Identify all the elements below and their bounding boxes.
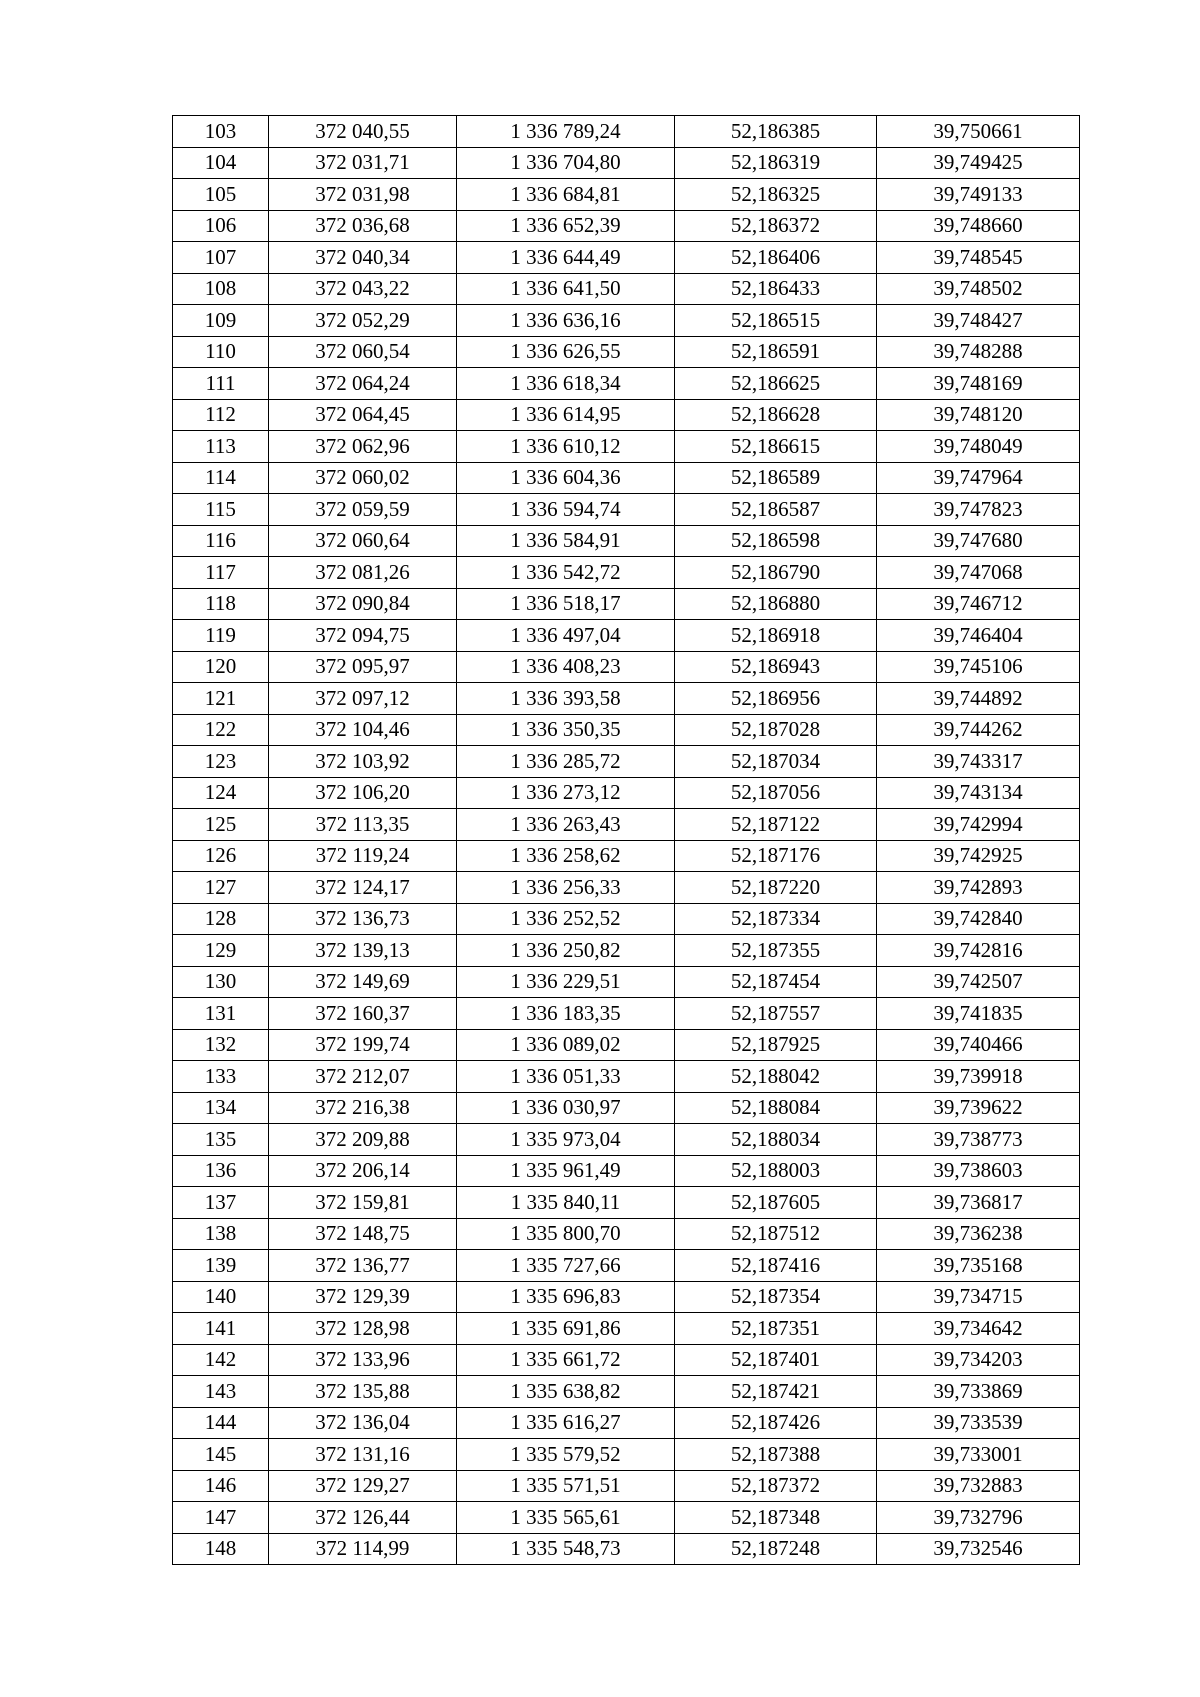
x-coordinate-cell: 372 128,98	[269, 1313, 457, 1345]
latitude-cell: 52,188003	[675, 1155, 877, 1187]
longitude-cell: 39,733001	[877, 1439, 1080, 1471]
x-coordinate-cell: 372 212,07	[269, 1061, 457, 1093]
x-coordinate-cell: 372 136,04	[269, 1407, 457, 1439]
longitude-cell: 39,735168	[877, 1250, 1080, 1282]
latitude-cell: 52,187401	[675, 1344, 877, 1376]
point-number-cell: 134	[173, 1092, 269, 1124]
y-coordinate-cell: 1 336 285,72	[457, 746, 675, 778]
table-row	[173, 1313, 1080, 1345]
y-coordinate-cell: 1 336 789,24	[457, 116, 675, 148]
longitude-cell: 39,734715	[877, 1281, 1080, 1313]
latitude-cell: 52,187248	[675, 1533, 877, 1565]
x-coordinate-cell: 372 103,92	[269, 746, 457, 778]
y-coordinate-cell: 1 336 704,80	[457, 147, 675, 179]
table-row	[173, 431, 1080, 463]
point-number-cell: 105	[173, 179, 269, 211]
latitude-cell: 52,187034	[675, 746, 877, 778]
latitude-cell: 52,186587	[675, 494, 877, 526]
x-coordinate-cell: 372 036,68	[269, 210, 457, 242]
point-number-cell: 117	[173, 557, 269, 589]
x-coordinate-cell: 372 090,84	[269, 588, 457, 620]
table-row	[173, 935, 1080, 967]
table-row	[173, 1344, 1080, 1376]
point-number-cell: 112	[173, 399, 269, 431]
latitude-cell: 52,187512	[675, 1218, 877, 1250]
longitude-cell: 39,738603	[877, 1155, 1080, 1187]
point-number-cell: 136	[173, 1155, 269, 1187]
y-coordinate-cell: 1 336 256,33	[457, 872, 675, 904]
coordinates-table	[172, 115, 1080, 1565]
table-row	[173, 1155, 1080, 1187]
point-number-cell: 139	[173, 1250, 269, 1282]
table-row	[173, 966, 1080, 998]
table-row	[173, 1218, 1080, 1250]
y-coordinate-cell: 1 336 263,43	[457, 809, 675, 841]
point-number-cell: 147	[173, 1502, 269, 1534]
x-coordinate-cell: 372 043,22	[269, 273, 457, 305]
y-coordinate-cell: 1 335 973,04	[457, 1124, 675, 1156]
y-coordinate-cell: 1 335 579,52	[457, 1439, 675, 1471]
latitude-cell: 52,188042	[675, 1061, 877, 1093]
latitude-cell: 52,187421	[675, 1376, 877, 1408]
y-coordinate-cell: 1 336 644,49	[457, 242, 675, 274]
latitude-cell: 52,188084	[675, 1092, 877, 1124]
latitude-cell: 52,187605	[675, 1187, 877, 1219]
y-coordinate-cell: 1 335 616,27	[457, 1407, 675, 1439]
table-row	[173, 1376, 1080, 1408]
point-number-cell: 121	[173, 683, 269, 715]
x-coordinate-cell: 372 104,46	[269, 714, 457, 746]
latitude-cell: 52,187557	[675, 998, 877, 1030]
table-row	[173, 1533, 1080, 1565]
x-coordinate-cell: 372 126,44	[269, 1502, 457, 1534]
table-row	[173, 777, 1080, 809]
y-coordinate-cell: 1 335 800,70	[457, 1218, 675, 1250]
y-coordinate-cell: 1 336 229,51	[457, 966, 675, 998]
x-coordinate-cell: 372 124,17	[269, 872, 457, 904]
y-coordinate-cell: 1 335 548,73	[457, 1533, 675, 1565]
table-row	[173, 1502, 1080, 1534]
longitude-cell: 39,750661	[877, 116, 1080, 148]
x-coordinate-cell: 372 199,74	[269, 1029, 457, 1061]
point-number-cell: 131	[173, 998, 269, 1030]
longitude-cell: 39,736238	[877, 1218, 1080, 1250]
x-coordinate-cell: 372 060,54	[269, 336, 457, 368]
table-row	[173, 746, 1080, 778]
y-coordinate-cell: 1 335 696,83	[457, 1281, 675, 1313]
longitude-cell: 39,744892	[877, 683, 1080, 715]
longitude-cell: 39,747068	[877, 557, 1080, 589]
x-coordinate-cell: 372 129,27	[269, 1470, 457, 1502]
longitude-cell: 39,742840	[877, 903, 1080, 935]
point-number-cell: 103	[173, 116, 269, 148]
latitude-cell: 52,186880	[675, 588, 877, 620]
latitude-cell: 52,187334	[675, 903, 877, 935]
point-number-cell: 115	[173, 494, 269, 526]
point-number-cell: 119	[173, 620, 269, 652]
y-coordinate-cell: 1 335 727,66	[457, 1250, 675, 1282]
y-coordinate-cell: 1 336 350,35	[457, 714, 675, 746]
longitude-cell: 39,748169	[877, 368, 1080, 400]
y-coordinate-cell: 1 336 408,23	[457, 651, 675, 683]
x-coordinate-cell: 372 094,75	[269, 620, 457, 652]
longitude-cell: 39,747680	[877, 525, 1080, 557]
point-number-cell: 127	[173, 872, 269, 904]
table-row	[173, 210, 1080, 242]
table-row	[173, 1281, 1080, 1313]
y-coordinate-cell: 1 335 961,49	[457, 1155, 675, 1187]
table-row	[173, 242, 1080, 274]
point-number-cell: 118	[173, 588, 269, 620]
table-row	[173, 620, 1080, 652]
point-number-cell: 120	[173, 651, 269, 683]
longitude-cell: 39,748502	[877, 273, 1080, 305]
table-row	[173, 147, 1080, 179]
x-coordinate-cell: 372 135,88	[269, 1376, 457, 1408]
latitude-cell: 52,187388	[675, 1439, 877, 1471]
longitude-cell: 39,748660	[877, 210, 1080, 242]
table-row	[173, 1061, 1080, 1093]
table-row	[173, 305, 1080, 337]
point-number-cell: 108	[173, 273, 269, 305]
longitude-cell: 39,736817	[877, 1187, 1080, 1219]
longitude-cell: 39,741835	[877, 998, 1080, 1030]
table-row	[173, 179, 1080, 211]
x-coordinate-cell: 372 040,34	[269, 242, 457, 274]
coordinates-table-body	[173, 116, 1080, 1565]
point-number-cell: 106	[173, 210, 269, 242]
y-coordinate-cell: 1 336 273,12	[457, 777, 675, 809]
latitude-cell: 52,186589	[675, 462, 877, 494]
point-number-cell: 148	[173, 1533, 269, 1565]
latitude-cell: 52,188034	[675, 1124, 877, 1156]
longitude-cell: 39,748120	[877, 399, 1080, 431]
longitude-cell: 39,742816	[877, 935, 1080, 967]
latitude-cell: 52,187354	[675, 1281, 877, 1313]
x-coordinate-cell: 372 060,02	[269, 462, 457, 494]
x-coordinate-cell: 372 064,24	[269, 368, 457, 400]
y-coordinate-cell: 1 336 614,95	[457, 399, 675, 431]
latitude-cell: 52,187454	[675, 966, 877, 998]
point-number-cell: 104	[173, 147, 269, 179]
x-coordinate-cell: 372 060,64	[269, 525, 457, 557]
latitude-cell: 52,186372	[675, 210, 877, 242]
latitude-cell: 52,187348	[675, 1502, 877, 1534]
table-row	[173, 399, 1080, 431]
longitude-cell: 39,738773	[877, 1124, 1080, 1156]
x-coordinate-cell: 372 139,13	[269, 935, 457, 967]
latitude-cell: 52,186515	[675, 305, 877, 337]
table-row	[173, 1407, 1080, 1439]
latitude-cell: 52,186406	[675, 242, 877, 274]
table-row	[173, 1092, 1080, 1124]
table-row	[173, 872, 1080, 904]
table-row	[173, 714, 1080, 746]
latitude-cell: 52,186325	[675, 179, 877, 211]
point-number-cell: 133	[173, 1061, 269, 1093]
y-coordinate-cell: 1 335 691,86	[457, 1313, 675, 1345]
x-coordinate-cell: 372 159,81	[269, 1187, 457, 1219]
x-coordinate-cell: 372 113,35	[269, 809, 457, 841]
x-coordinate-cell: 372 149,69	[269, 966, 457, 998]
table-row	[173, 273, 1080, 305]
longitude-cell: 39,747823	[877, 494, 1080, 526]
latitude-cell: 52,187416	[675, 1250, 877, 1282]
x-coordinate-cell: 372 148,75	[269, 1218, 457, 1250]
point-number-cell: 138	[173, 1218, 269, 1250]
x-coordinate-cell: 372 040,55	[269, 116, 457, 148]
table-row	[173, 1439, 1080, 1471]
y-coordinate-cell: 1 335 565,61	[457, 1502, 675, 1534]
latitude-cell: 52,187056	[675, 777, 877, 809]
longitude-cell: 39,739918	[877, 1061, 1080, 1093]
point-number-cell: 125	[173, 809, 269, 841]
x-coordinate-cell: 372 160,37	[269, 998, 457, 1030]
point-number-cell: 129	[173, 935, 269, 967]
latitude-cell: 52,187176	[675, 840, 877, 872]
longitude-cell: 39,734203	[877, 1344, 1080, 1376]
point-number-cell: 109	[173, 305, 269, 337]
y-coordinate-cell: 1 336 641,50	[457, 273, 675, 305]
longitude-cell: 39,745106	[877, 651, 1080, 683]
y-coordinate-cell: 1 335 661,72	[457, 1344, 675, 1376]
table-row	[173, 116, 1080, 148]
point-number-cell: 111	[173, 368, 269, 400]
latitude-cell: 52,186790	[675, 557, 877, 589]
longitude-cell: 39,742507	[877, 966, 1080, 998]
longitude-cell: 39,749133	[877, 179, 1080, 211]
longitude-cell: 39,748049	[877, 431, 1080, 463]
x-coordinate-cell: 372 031,71	[269, 147, 457, 179]
latitude-cell: 52,186628	[675, 399, 877, 431]
point-number-cell: 107	[173, 242, 269, 274]
longitude-cell: 39,733869	[877, 1376, 1080, 1408]
point-number-cell: 142	[173, 1344, 269, 1376]
point-number-cell: 140	[173, 1281, 269, 1313]
x-coordinate-cell: 372 062,96	[269, 431, 457, 463]
point-number-cell: 144	[173, 1407, 269, 1439]
table-row	[173, 809, 1080, 841]
x-coordinate-cell: 372 206,14	[269, 1155, 457, 1187]
table-row	[173, 683, 1080, 715]
y-coordinate-cell: 1 336 618,34	[457, 368, 675, 400]
latitude-cell: 52,186598	[675, 525, 877, 557]
y-coordinate-cell: 1 336 252,52	[457, 903, 675, 935]
y-coordinate-cell: 1 335 571,51	[457, 1470, 675, 1502]
latitude-cell: 52,187220	[675, 872, 877, 904]
latitude-cell: 52,186433	[675, 273, 877, 305]
x-coordinate-cell: 372 114,99	[269, 1533, 457, 1565]
y-coordinate-cell: 1 336 497,04	[457, 620, 675, 652]
latitude-cell: 52,187426	[675, 1407, 877, 1439]
point-number-cell: 146	[173, 1470, 269, 1502]
y-coordinate-cell: 1 336 183,35	[457, 998, 675, 1030]
longitude-cell: 39,732883	[877, 1470, 1080, 1502]
table-row	[173, 462, 1080, 494]
y-coordinate-cell: 1 336 051,33	[457, 1061, 675, 1093]
y-coordinate-cell: 1 335 638,82	[457, 1376, 675, 1408]
point-number-cell: 126	[173, 840, 269, 872]
longitude-cell: 39,748545	[877, 242, 1080, 274]
longitude-cell: 39,746712	[877, 588, 1080, 620]
longitude-cell: 39,742893	[877, 872, 1080, 904]
x-coordinate-cell: 372 097,12	[269, 683, 457, 715]
latitude-cell: 52,186956	[675, 683, 877, 715]
y-coordinate-cell: 1 336 030,97	[457, 1092, 675, 1124]
point-number-cell: 130	[173, 966, 269, 998]
latitude-cell: 52,186625	[675, 368, 877, 400]
longitude-cell: 39,748288	[877, 336, 1080, 368]
table-row	[173, 494, 1080, 526]
x-coordinate-cell: 372 209,88	[269, 1124, 457, 1156]
y-coordinate-cell: 1 336 626,55	[457, 336, 675, 368]
longitude-cell: 39,734642	[877, 1313, 1080, 1345]
y-coordinate-cell: 1 336 542,72	[457, 557, 675, 589]
point-number-cell: 116	[173, 525, 269, 557]
latitude-cell: 52,186943	[675, 651, 877, 683]
point-number-cell: 128	[173, 903, 269, 935]
table-row	[173, 368, 1080, 400]
x-coordinate-cell: 372 052,29	[269, 305, 457, 337]
point-number-cell: 137	[173, 1187, 269, 1219]
longitude-cell: 39,732546	[877, 1533, 1080, 1565]
latitude-cell: 52,187372	[675, 1470, 877, 1502]
longitude-cell: 39,742925	[877, 840, 1080, 872]
x-coordinate-cell: 372 131,16	[269, 1439, 457, 1471]
y-coordinate-cell: 1 336 604,36	[457, 462, 675, 494]
point-number-cell: 123	[173, 746, 269, 778]
point-number-cell: 110	[173, 336, 269, 368]
latitude-cell: 52,186319	[675, 147, 877, 179]
point-number-cell: 132	[173, 1029, 269, 1061]
table-row	[173, 588, 1080, 620]
latitude-cell: 52,187351	[675, 1313, 877, 1345]
latitude-cell: 52,186918	[675, 620, 877, 652]
table-row	[173, 651, 1080, 683]
latitude-cell: 52,187925	[675, 1029, 877, 1061]
longitude-cell: 39,749425	[877, 147, 1080, 179]
longitude-cell: 39,740466	[877, 1029, 1080, 1061]
y-coordinate-cell: 1 336 393,58	[457, 683, 675, 715]
x-coordinate-cell: 372 095,97	[269, 651, 457, 683]
table-row	[173, 903, 1080, 935]
table-row	[173, 525, 1080, 557]
point-number-cell: 124	[173, 777, 269, 809]
longitude-cell: 39,733539	[877, 1407, 1080, 1439]
latitude-cell: 52,186615	[675, 431, 877, 463]
y-coordinate-cell: 1 336 518,17	[457, 588, 675, 620]
table-row	[173, 998, 1080, 1030]
point-number-cell: 143	[173, 1376, 269, 1408]
x-coordinate-cell: 372 133,96	[269, 1344, 457, 1376]
y-coordinate-cell: 1 336 089,02	[457, 1029, 675, 1061]
x-coordinate-cell: 372 081,26	[269, 557, 457, 589]
longitude-cell: 39,748427	[877, 305, 1080, 337]
longitude-cell: 39,743317	[877, 746, 1080, 778]
longitude-cell: 39,739622	[877, 1092, 1080, 1124]
table-row	[173, 557, 1080, 589]
table-row	[173, 1029, 1080, 1061]
table-row	[173, 1250, 1080, 1282]
y-coordinate-cell: 1 336 250,82	[457, 935, 675, 967]
x-coordinate-cell: 372 129,39	[269, 1281, 457, 1313]
x-coordinate-cell: 372 119,24	[269, 840, 457, 872]
y-coordinate-cell: 1 336 652,39	[457, 210, 675, 242]
x-coordinate-cell: 372 136,77	[269, 1250, 457, 1282]
longitude-cell: 39,742994	[877, 809, 1080, 841]
latitude-cell: 52,187355	[675, 935, 877, 967]
x-coordinate-cell: 372 031,98	[269, 179, 457, 211]
latitude-cell: 52,187122	[675, 809, 877, 841]
latitude-cell: 52,186385	[675, 116, 877, 148]
y-coordinate-cell: 1 335 840,11	[457, 1187, 675, 1219]
y-coordinate-cell: 1 336 684,81	[457, 179, 675, 211]
point-number-cell: 135	[173, 1124, 269, 1156]
longitude-cell: 39,732796	[877, 1502, 1080, 1534]
y-coordinate-cell: 1 336 584,91	[457, 525, 675, 557]
x-coordinate-cell: 372 064,45	[269, 399, 457, 431]
table-row	[173, 336, 1080, 368]
point-number-cell: 122	[173, 714, 269, 746]
x-coordinate-cell: 372 216,38	[269, 1092, 457, 1124]
x-coordinate-cell: 372 106,20	[269, 777, 457, 809]
longitude-cell: 39,746404	[877, 620, 1080, 652]
longitude-cell: 39,743134	[877, 777, 1080, 809]
latitude-cell: 52,186591	[675, 336, 877, 368]
point-number-cell: 113	[173, 431, 269, 463]
x-coordinate-cell: 372 059,59	[269, 494, 457, 526]
point-number-cell: 141	[173, 1313, 269, 1345]
table-row	[173, 1187, 1080, 1219]
longitude-cell: 39,744262	[877, 714, 1080, 746]
y-coordinate-cell: 1 336 610,12	[457, 431, 675, 463]
longitude-cell: 39,747964	[877, 462, 1080, 494]
point-number-cell: 145	[173, 1439, 269, 1471]
y-coordinate-cell: 1 336 594,74	[457, 494, 675, 526]
y-coordinate-cell: 1 336 258,62	[457, 840, 675, 872]
x-coordinate-cell: 372 136,73	[269, 903, 457, 935]
point-number-cell: 114	[173, 462, 269, 494]
latitude-cell: 52,187028	[675, 714, 877, 746]
table-row	[173, 840, 1080, 872]
y-coordinate-cell: 1 336 636,16	[457, 305, 675, 337]
table-row	[173, 1124, 1080, 1156]
table-row	[173, 1470, 1080, 1502]
